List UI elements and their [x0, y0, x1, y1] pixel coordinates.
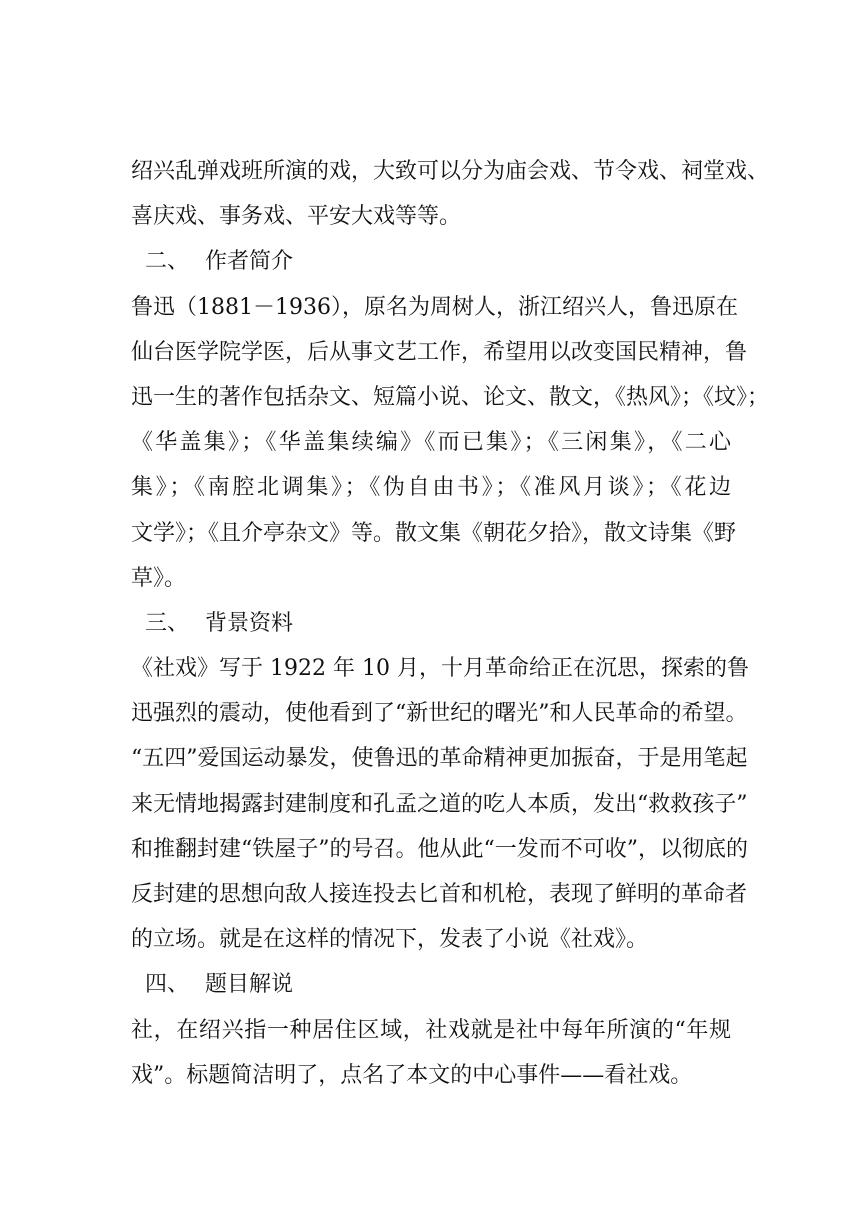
section-heading-author — [131, 239, 731, 284]
section-number: 二、 — [145, 249, 190, 275]
section-number: 四、 — [145, 972, 190, 998]
paragraph-line: 迅一生的著作包括杂文、短篇小说、论文、散文，《热风》；《坟》； — [131, 384, 770, 410]
section-title: 作者简介 — [205, 249, 294, 275]
section-number: 三、 — [145, 610, 190, 636]
section-heading-background — [131, 601, 731, 646]
paragraph-line: 和推翻封建“铁屋子”的号召。他从此“一发而不可收”，以彻底的 — [131, 836, 748, 862]
paragraph-line: 戏”。标题简洁明了，点名了本文的中心事件——看社戏。 — [131, 1062, 693, 1088]
paragraph-line: 集》；《南腔北调集》；《伪自由书》；《准风月谈》；《花边 — [131, 475, 731, 501]
paragraph-line: 来无情地揭露封建制度和孔孟之道的吃人本质，发出“救救孩子” — [131, 791, 748, 817]
paragraph-line: 鲁迅（1881－1936），原名为周树人，浙江绍兴人，鲁迅原在 — [131, 294, 738, 320]
paragraph-line: 仙台医学院学医，后从事文艺工作，希望用以改变国民精神，鲁 — [131, 339, 748, 365]
paragraph-line: 迅强烈的震动，使他看到了“新世纪的曙光”和人民革命的希望。 — [131, 701, 748, 727]
paragraph-line: 《华盖集》；《华盖集续编》《而已集》；《三闲集》，《二心 — [131, 430, 731, 456]
section-heading-title-explanation — [131, 962, 731, 1007]
paragraph-line: 喜庆戏、事务戏、平安大戏等等。 — [131, 204, 462, 230]
paragraph-line: 的立场。就是在这样的情况下，发表了小说《社戏》。 — [131, 927, 649, 953]
section-title: 背景资料 — [205, 610, 294, 636]
paragraph-line: “五四”爱国运动暴发，使鲁迅的革命精神更加振奋，于是用笔起 — [131, 746, 748, 772]
document-body — [131, 149, 770, 1098]
section-title: 题目解说 — [205, 972, 294, 998]
paragraph-line: 社，在绍兴指一种居住区域，社戏就是社中每年所演的“年规 — [131, 1017, 731, 1043]
paragraph-line: 《社戏》写于 1922 年 10 月，十月革命给正在沉思，探索的鲁 — [131, 656, 749, 682]
paragraph-line: 草》。 — [131, 565, 187, 591]
paragraph-line: 文学》；《且介亭杂文》等。散文集《朝花夕拾》，散文诗集《野 — [131, 520, 737, 546]
paragraph-line: 反封建的思想向敌人接连投去匕首和机枪，表现了鲜明的革命者 — [131, 882, 748, 907]
paragraph-line: 绍兴乱弹戏班所演的戏，大致可以分为庙会戏、节令戏、祠堂戏、 — [131, 159, 770, 184]
